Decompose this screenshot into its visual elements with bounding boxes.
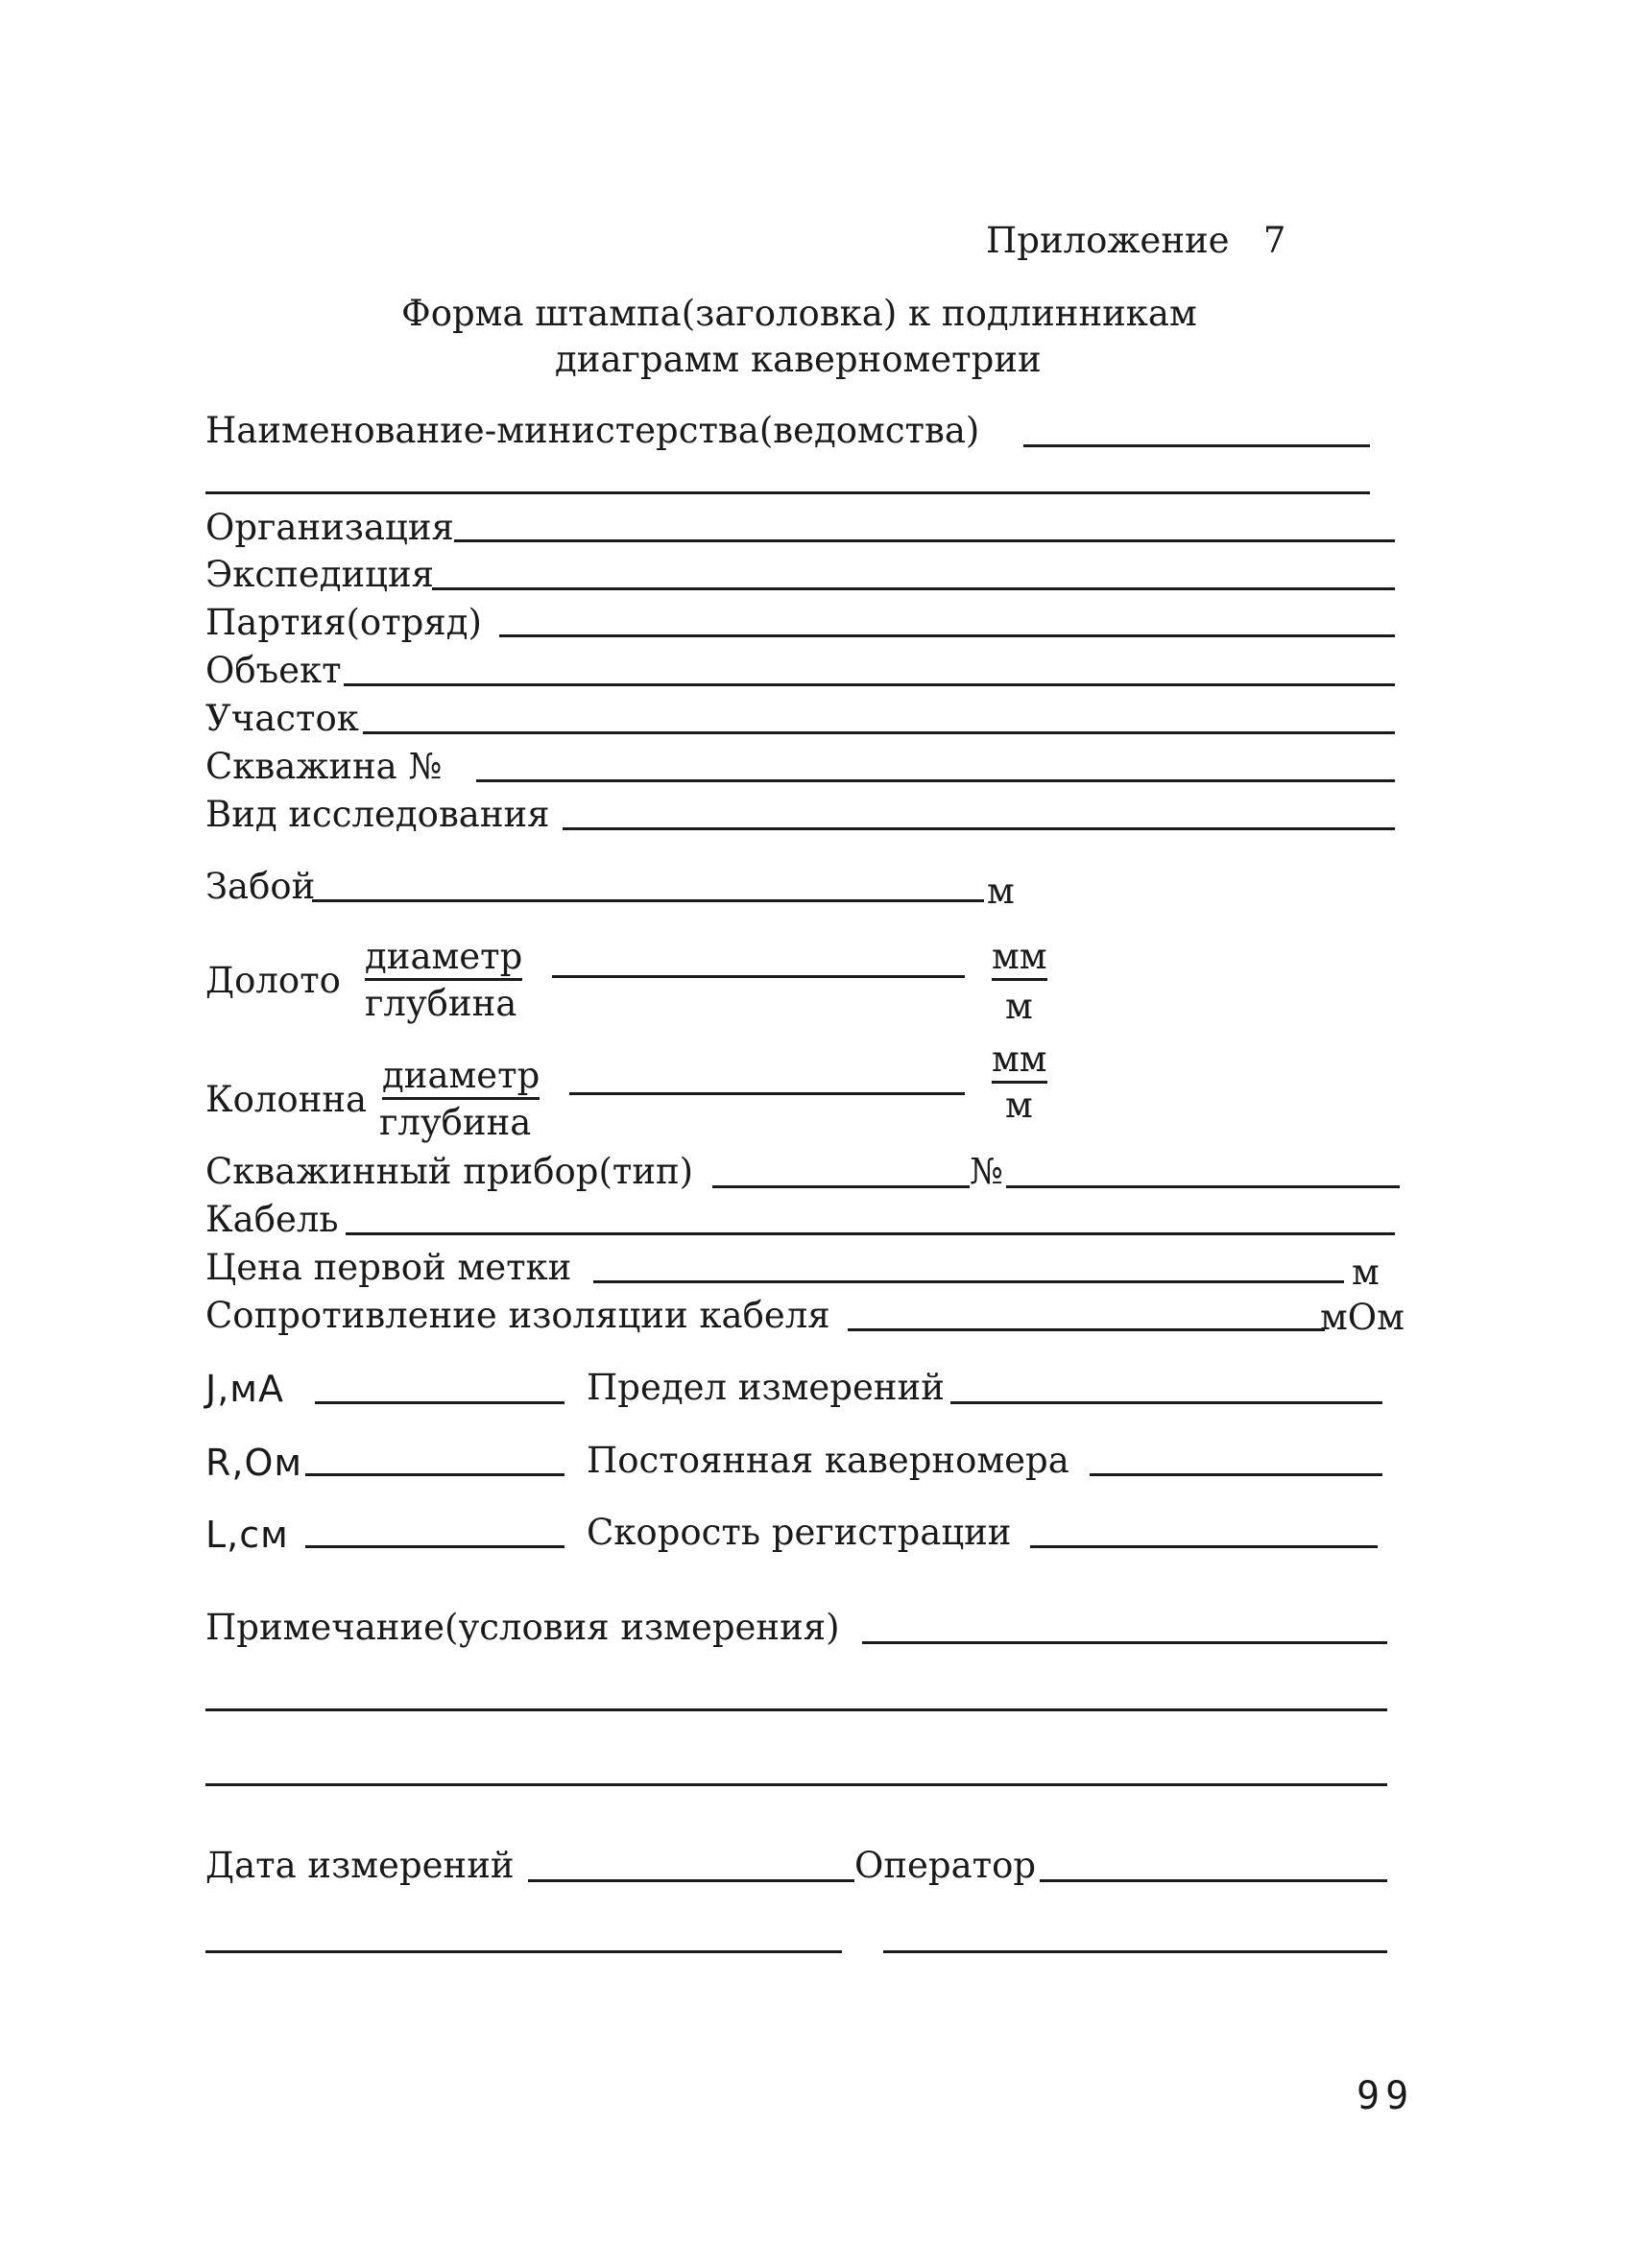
input-line-section[interactable] <box>363 731 1395 734</box>
label-study-type: Вид исследования <box>205 794 550 835</box>
label-bottom: Забой <box>205 866 316 907</box>
column-diameter: диаметр <box>382 1058 540 1093</box>
form-title-line-2: диаграмм кавернометрии <box>555 339 1042 380</box>
label-cable: Кабель <box>205 1199 339 1240</box>
bit-depth: глубина <box>365 983 517 1024</box>
label-bit: Долото <box>205 960 341 1001</box>
label-first-mark: Цена первой метки <box>205 1247 572 1288</box>
input-line-first-mark[interactable] <box>593 1280 1344 1283</box>
label-resistance: R,Ом <box>205 1442 303 1484</box>
label-object: Объект <box>205 650 342 691</box>
bit-unit-bottom: м <box>1005 986 1033 1027</box>
unit-first-mark: м <box>1352 1252 1380 1293</box>
label-ministry: Наименование-министерства(ведомства) <box>205 410 980 451</box>
appendix-label: Приложение 7 <box>986 220 1286 261</box>
input-line-note[interactable] <box>862 1641 1387 1644</box>
label-expedition: Экспедиция <box>205 554 434 595</box>
input-line-device-no[interactable] <box>1006 1185 1400 1188</box>
form-title-line-1: Форма штампа(заголовка) к подлинникам <box>401 293 1197 334</box>
label-length: L,см <box>205 1514 289 1556</box>
label-operator: Оператор <box>854 1845 1037 1886</box>
column-unit-top: мм <box>992 1041 1047 1077</box>
input-line-operator[interactable] <box>1040 1879 1387 1882</box>
input-line-note-3[interactable] <box>205 1783 1387 1786</box>
input-line-resistance[interactable] <box>305 1473 564 1476</box>
label-current: J,мА <box>205 1368 284 1410</box>
column-unit-bottom: м <box>1005 1085 1033 1126</box>
input-line-length[interactable] <box>305 1545 564 1548</box>
input-line-expedition[interactable] <box>432 587 1395 590</box>
label-insulation: Сопротивление изоляции кабеля <box>205 1295 830 1336</box>
label-note: Примечание(условия измерения) <box>205 1607 840 1648</box>
input-line-object[interactable] <box>344 683 1395 686</box>
input-line-study-type[interactable] <box>563 827 1395 830</box>
input-line-ministry-2[interactable] <box>205 491 1370 494</box>
signature-line-operator[interactable] <box>883 1950 1387 1953</box>
input-line-constant[interactable] <box>1090 1473 1382 1476</box>
signature-line-date[interactable] <box>205 1950 842 1953</box>
bit-diameter: диаметр <box>365 939 522 974</box>
input-line-well[interactable] <box>476 779 1395 782</box>
input-line-bit[interactable] <box>552 975 965 978</box>
label-device-no: № <box>970 1151 1004 1192</box>
column-depth: глубина <box>379 1102 532 1143</box>
input-line-current[interactable] <box>315 1401 564 1404</box>
input-line-organization[interactable] <box>454 539 1395 542</box>
label-party: Партия(отряд) <box>205 602 482 643</box>
label-well: Скважина № <box>205 746 443 787</box>
unit-bottom: м <box>987 871 1015 912</box>
label-column: Колонна <box>205 1079 368 1120</box>
input-line-insulation[interactable] <box>848 1328 1325 1331</box>
input-line-cable[interactable] <box>346 1232 1395 1235</box>
input-line-limit[interactable] <box>950 1401 1382 1404</box>
input-line-ministry[interactable] <box>1023 444 1370 447</box>
label-date: Дата измерений <box>205 1845 515 1886</box>
label-section: Участок <box>205 698 359 739</box>
bit-unit-top: мм <box>992 939 1047 974</box>
label-speed: Скорость регистрации <box>587 1512 1012 1553</box>
page-number: 99 <box>1357 2074 1415 2118</box>
input-line-note-2[interactable] <box>205 1708 1387 1711</box>
input-line-column[interactable] <box>569 1092 965 1095</box>
appendix-number: 7 <box>1262 220 1286 261</box>
unit-insulation: мОм <box>1320 1297 1405 1338</box>
input-line-party[interactable] <box>499 634 1395 637</box>
input-line-device[interactable] <box>712 1185 970 1188</box>
label-constant: Постоянная каверномера <box>587 1440 1069 1481</box>
label-device: Скважинный прибор(тип) <box>205 1151 694 1192</box>
input-line-speed[interactable] <box>1030 1545 1378 1548</box>
label-organization: Организация <box>205 507 454 548</box>
label-limit: Предел измерений <box>587 1367 945 1408</box>
input-line-bottom[interactable] <box>312 899 984 902</box>
input-line-date[interactable] <box>528 1879 854 1882</box>
